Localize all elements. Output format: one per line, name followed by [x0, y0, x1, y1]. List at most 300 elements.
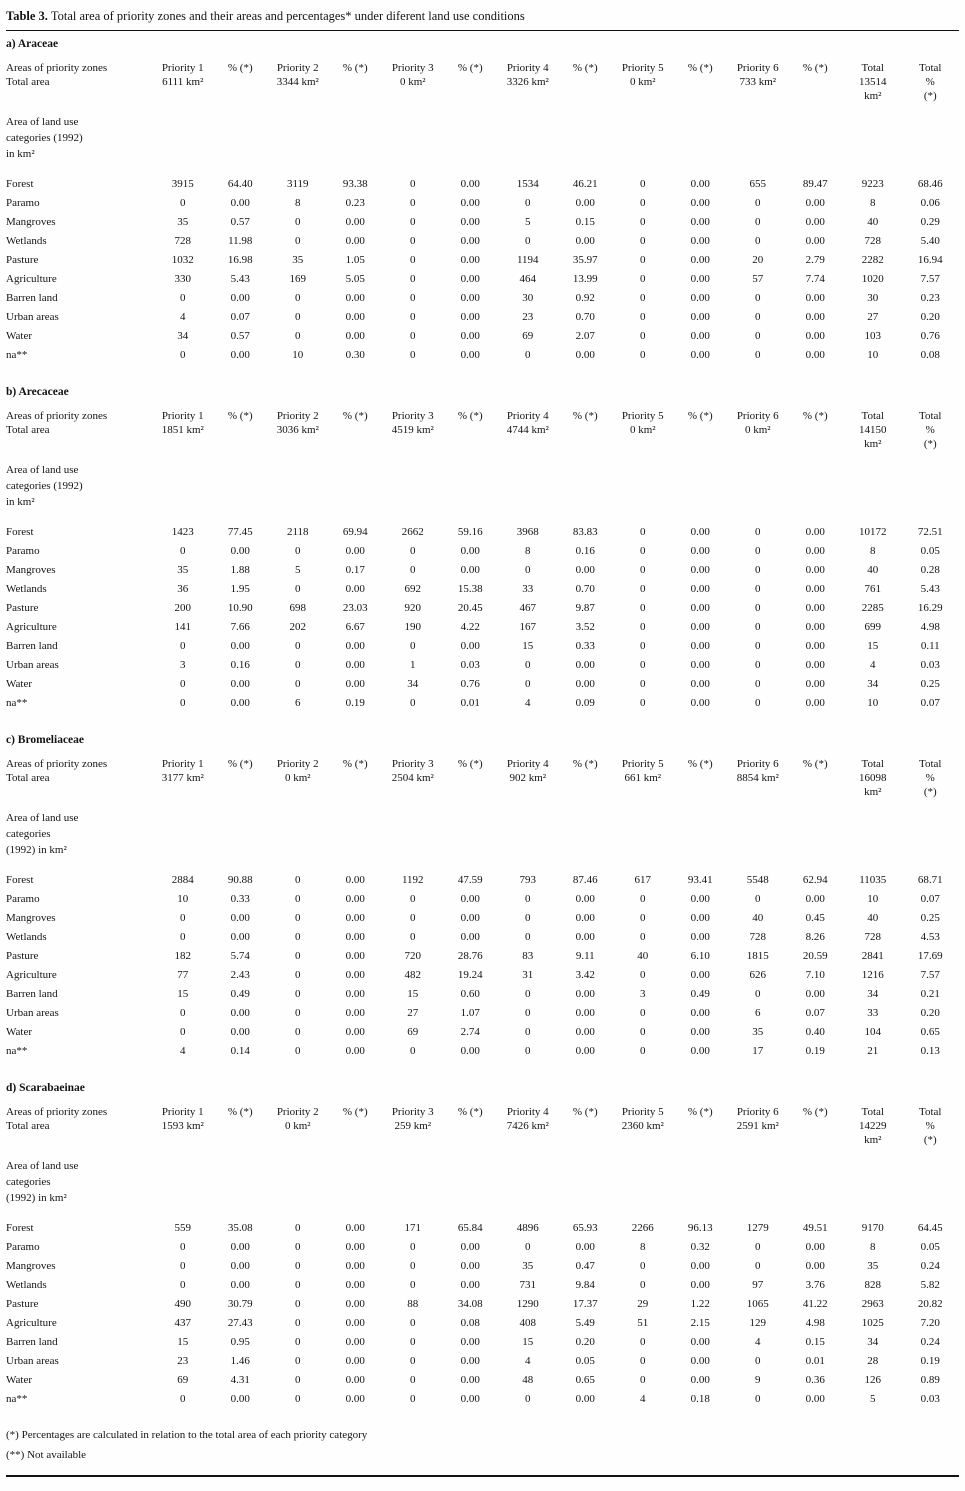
cell-value: 728	[749, 931, 766, 943]
land-use-row	[6, 1390, 959, 1409]
cell-value: 10	[867, 697, 879, 709]
cell-value: 0.00	[460, 1241, 480, 1253]
cell-value: 0	[180, 931, 186, 943]
col-header-total: Total 13514 km²	[859, 62, 887, 102]
cell-value: 4	[180, 311, 186, 323]
cell-value: 0	[295, 931, 301, 943]
col-header-priority: Priority 2 0 km²	[276, 1106, 319, 1132]
cell-value: 1290	[516, 1298, 539, 1310]
cell-value: 828	[864, 1279, 881, 1291]
cell-value: 1192	[401, 874, 424, 886]
cell-value: 34	[407, 678, 419, 690]
cell-value: 28.76	[457, 950, 483, 962]
land-use-row	[6, 909, 959, 928]
species-section	[6, 37, 959, 365]
col-header-pct: % (*)	[342, 1106, 368, 1118]
col-header-priority: Priority 1 6111 km²	[161, 62, 204, 88]
cell-value: 0.30	[345, 349, 365, 361]
cell-value: 5548	[746, 874, 769, 886]
cell-value: 51	[637, 1317, 649, 1329]
cell-value: 41.22	[802, 1298, 828, 1310]
cell-value: 0	[525, 564, 531, 576]
cell-value: 0	[640, 235, 646, 247]
cell-value: 0.57	[230, 216, 250, 228]
row-header-label: Areas of priority zones Total area	[6, 758, 108, 784]
cell-value: 482	[404, 969, 421, 981]
cell-value: 0.06	[920, 197, 940, 209]
cell-value: 40	[867, 216, 879, 228]
cell-value: 0.00	[230, 1260, 250, 1272]
cell-value: 0	[640, 349, 646, 361]
cell-value: 0.00	[460, 254, 480, 266]
cell-value: 0	[295, 640, 301, 652]
cell-value: 0.00	[575, 988, 595, 1000]
cell-value: 0.00	[230, 640, 250, 652]
priority-table	[6, 409, 959, 713]
cell-value: 0.11	[920, 640, 940, 652]
cell-value: 0.09	[575, 697, 595, 709]
cell-value: 1534	[516, 178, 539, 190]
row-label: Pasture	[6, 602, 39, 614]
cell-value: 0.00	[460, 235, 480, 247]
cell-value: 0.00	[345, 216, 365, 228]
cell-value: 0.00	[345, 1393, 365, 1405]
cell-value: 0.00	[805, 583, 825, 595]
cell-value: 0.00	[690, 1026, 710, 1038]
cell-value: 0.00	[460, 545, 480, 557]
cell-value: 47.59	[457, 874, 483, 886]
cell-value: 0	[410, 1241, 416, 1253]
cell-value: 69	[177, 1374, 189, 1386]
cell-value: 0.00	[690, 330, 710, 342]
cell-value: 0.00	[230, 1026, 250, 1038]
cell-value: 0.03	[920, 659, 940, 671]
cell-value: 0	[295, 1355, 301, 1367]
cell-value: 8	[870, 197, 876, 209]
land-use-row	[6, 232, 959, 251]
cell-value: 0.00	[690, 1374, 710, 1386]
cell-value: 1020	[861, 273, 884, 285]
cell-value: 0.00	[230, 697, 250, 709]
cell-value: 0	[180, 1026, 186, 1038]
cell-value: 0.00	[460, 349, 480, 361]
land-use-row	[6, 175, 959, 194]
cell-value: 1.07	[460, 1007, 480, 1019]
col-header-pct: % (*)	[687, 1106, 713, 1118]
species-section	[6, 1081, 959, 1409]
cell-value: 1815	[746, 950, 769, 962]
cell-value: 0.00	[805, 602, 825, 614]
cell-value: 0.00	[345, 1317, 365, 1329]
col-header-pct: % (*)	[457, 62, 483, 74]
cell-value: 2282	[861, 254, 884, 266]
col-header-priority: Priority 4 7426 km²	[506, 1106, 549, 1132]
land-use-row	[6, 327, 959, 346]
cell-value: 68.46	[917, 178, 943, 190]
land-use-row	[6, 1219, 959, 1238]
cell-value: 0.00	[690, 1355, 710, 1367]
cell-value: 13.99	[572, 273, 598, 285]
cell-value: 4896	[516, 1222, 539, 1234]
footnote-not-available: (**) Not available	[6, 1449, 87, 1461]
cell-value: 0.00	[575, 678, 595, 690]
col-header-priority: Priority 5 661 km²	[621, 758, 664, 784]
col-header-pct: % (*)	[687, 62, 713, 74]
cell-value: 10	[867, 893, 879, 905]
row-label: Urban areas	[6, 1355, 59, 1367]
cell-value: 40	[637, 950, 649, 962]
col-header-priority: Priority 3 4519 km²	[391, 410, 434, 436]
cell-value: 0	[640, 969, 646, 981]
cell-value: 200	[174, 602, 191, 614]
priority-table	[6, 1105, 959, 1409]
table-title-text: Total area of priority zones and their areas and percentages* under diferent land use conditions	[50, 9, 525, 23]
cell-value: 20	[752, 254, 764, 266]
cell-value: 0.00	[690, 640, 710, 652]
cell-value: 0	[410, 697, 416, 709]
cell-value: 0.00	[690, 545, 710, 557]
row-label: Paramo	[6, 893, 40, 905]
cell-value: 464	[519, 273, 536, 285]
cell-value: 0.00	[230, 678, 250, 690]
cell-value: 0.00	[690, 659, 710, 671]
cell-value: 0.00	[690, 602, 710, 614]
cell-value: 0.00	[345, 1026, 365, 1038]
cell-value: 0.00	[460, 1279, 480, 1291]
cell-value: 0.00	[805, 564, 825, 576]
cell-value: 0.08	[920, 349, 940, 361]
cell-value: 0	[640, 697, 646, 709]
row-label: Urban areas	[6, 311, 59, 323]
footnote-percentages: (*) Percentages are calculated in relation to the total area of each priority category	[6, 1429, 368, 1441]
land-use-row	[6, 947, 959, 966]
cell-value: 0	[640, 659, 646, 671]
cell-value: 0.00	[805, 1241, 825, 1253]
cell-value: 0	[755, 1241, 761, 1253]
cell-value: 0	[295, 1026, 301, 1038]
cell-value: 6	[295, 697, 301, 709]
cell-value: 83.83	[572, 526, 598, 538]
cell-value: 0.00	[460, 1374, 480, 1386]
cell-value: 0.00	[575, 1045, 595, 1057]
cell-value: 0.00	[230, 912, 250, 924]
cell-value: 4	[755, 1336, 761, 1348]
cell-value: 0.00	[460, 1260, 480, 1272]
land-use-row	[6, 890, 959, 909]
cell-value: 0.00	[460, 292, 480, 304]
land-use-row	[6, 523, 959, 542]
cell-value: 0.00	[690, 292, 710, 304]
cell-value: 0.00	[690, 697, 710, 709]
cell-value: 0.16	[575, 545, 595, 557]
cell-value: 8	[295, 197, 301, 209]
land-use-note-row	[6, 810, 959, 858]
cell-value: 0	[295, 1222, 301, 1234]
cell-value: 0.23	[345, 197, 365, 209]
cell-value: 0	[410, 1393, 416, 1405]
land-use-row	[6, 675, 959, 694]
row-label: Wetlands	[6, 235, 47, 247]
cell-value: 104	[864, 1026, 881, 1038]
cell-value: 0.00	[345, 678, 365, 690]
cell-value: 7.57	[920, 969, 940, 981]
cell-value: 0.00	[460, 931, 480, 943]
cell-value: 88	[407, 1298, 419, 1310]
row-label: Agriculture	[6, 1317, 57, 1329]
row-label: Agriculture	[6, 969, 57, 981]
cell-value: 34	[867, 988, 879, 1000]
col-header-pct: % (*)	[342, 410, 368, 422]
cell-value: 0	[410, 1317, 416, 1329]
cell-value: 34	[867, 678, 879, 690]
cell-value: 202	[289, 621, 306, 633]
cell-value: 330	[174, 273, 191, 285]
cell-value: 0	[410, 912, 416, 924]
cell-value: 5.74	[230, 950, 250, 962]
cell-value: 0	[640, 273, 646, 285]
cell-value: 0.00	[690, 1260, 710, 1272]
col-header-priority: Priority 2 3036 km²	[276, 410, 319, 436]
cell-value: 0.08	[460, 1317, 480, 1329]
cell-value: 0	[180, 1279, 186, 1291]
cell-value: 0	[180, 197, 186, 209]
col-header-pct: % (*)	[572, 62, 598, 74]
cell-value: 0	[295, 1298, 301, 1310]
land-use-row	[6, 1352, 959, 1371]
cell-value: 93.41	[687, 874, 713, 886]
land-use-row	[6, 1295, 959, 1314]
cell-value: 83	[522, 950, 534, 962]
row-label: Pasture	[6, 1298, 39, 1310]
cell-value: 0.00	[805, 678, 825, 690]
cell-value: 0.00	[345, 1374, 365, 1386]
cell-value: 0	[295, 292, 301, 304]
col-header-pct: % (*)	[227, 410, 253, 422]
cell-value: 2884	[171, 874, 194, 886]
cell-value: 27	[407, 1007, 419, 1019]
cell-value: 4	[640, 1393, 646, 1405]
cell-value: 0.00	[575, 197, 595, 209]
section-heading: a) Araceae	[6, 38, 59, 50]
cell-value: 20.45	[457, 602, 483, 614]
cell-value: 30.79	[227, 1298, 253, 1310]
cell-value: 0	[295, 1007, 301, 1019]
cell-value: 0.00	[460, 564, 480, 576]
cell-value: 27	[867, 311, 879, 323]
cell-value: 65.84	[457, 1222, 483, 1234]
cell-value: 4.98	[920, 621, 940, 633]
cell-value: 169	[289, 273, 306, 285]
cell-value: 0.00	[690, 1045, 710, 1057]
cell-value: 15	[522, 1336, 534, 1348]
land-use-row	[6, 618, 959, 637]
cell-value: 0	[410, 640, 416, 652]
top-rule	[6, 30, 959, 31]
cell-value: 0.00	[345, 235, 365, 247]
land-use-note: Area of land use categories (1992) in km²	[6, 1160, 79, 1204]
cell-value: 103	[864, 330, 881, 342]
col-header-priority: Priority 6 0 km²	[736, 410, 779, 436]
column-header-row	[6, 409, 959, 451]
cell-value: 0.00	[575, 912, 595, 924]
cell-value: 0.00	[575, 893, 595, 905]
cell-value: 0.89	[920, 1374, 940, 1386]
cell-value: 4	[525, 1355, 531, 1367]
cell-value: 0.23	[920, 292, 940, 304]
land-use-row	[6, 637, 959, 656]
cell-value: 15	[407, 988, 419, 1000]
cell-value: 1216	[861, 969, 884, 981]
col-header-total: Total 16098 km²	[859, 758, 887, 798]
row-label: Water	[6, 1374, 32, 1386]
cell-value: 0.70	[575, 583, 595, 595]
cell-value: 3915	[171, 178, 194, 190]
cell-value: 0.00	[575, 564, 595, 576]
cell-value: 0.13	[920, 1045, 940, 1057]
cell-value: 0.33	[575, 640, 595, 652]
cell-value: 0	[180, 678, 186, 690]
cell-value: 0	[640, 178, 646, 190]
land-use-row	[6, 561, 959, 580]
cell-value: 0	[755, 678, 761, 690]
cell-value: 0.00	[690, 893, 710, 905]
cell-value: 0	[295, 235, 301, 247]
land-use-row	[6, 656, 959, 675]
cell-value: 4.98	[805, 1317, 825, 1329]
cell-value: 0.20	[920, 1007, 940, 1019]
cell-value: 23.03	[342, 602, 368, 614]
cell-value: 2963	[861, 1298, 884, 1310]
cell-value: 33	[867, 1007, 879, 1019]
cell-value: 0.19	[805, 1045, 825, 1057]
cell-value: 3.76	[805, 1279, 825, 1291]
cell-value: 0	[180, 912, 186, 924]
row-header-label: Areas of priority zones Total area	[6, 62, 108, 88]
col-header-priority: Priority 1 1851 km²	[161, 410, 204, 436]
cell-value: 0.24	[920, 1336, 940, 1348]
cell-value: 7.74	[805, 273, 825, 285]
cell-value: 96.13	[687, 1222, 713, 1234]
row-label: Agriculture	[6, 621, 57, 633]
cell-value: 5.05	[345, 273, 365, 285]
cell-value: 0	[295, 1045, 301, 1057]
cell-value: 0	[295, 912, 301, 924]
species-section	[6, 733, 959, 1061]
cell-value: 0	[755, 564, 761, 576]
cell-value: 77.45	[227, 526, 253, 538]
col-header-priority: Priority 2 3344 km²	[276, 62, 319, 88]
cell-value: 2266	[631, 1222, 654, 1234]
row-label: Mangroves	[6, 564, 56, 576]
cell-value: 0	[640, 912, 646, 924]
cell-value: 0.07	[920, 893, 940, 905]
cell-value: 0.00	[690, 564, 710, 576]
cell-value: 0	[295, 874, 301, 886]
cell-value: 34	[867, 1336, 879, 1348]
cell-value: 15	[867, 640, 879, 652]
cell-value: 0.00	[460, 1336, 480, 1348]
cell-value: 2.74	[460, 1026, 480, 1038]
cell-value: 0.00	[575, 1026, 595, 1038]
cell-value: 0	[410, 1374, 416, 1386]
cell-value: 0.00	[230, 931, 250, 943]
cell-value: 0.00	[345, 950, 365, 962]
cell-value: 69.94	[342, 526, 368, 538]
cell-value: 467	[519, 602, 536, 614]
cell-value: 2662	[401, 526, 424, 538]
cell-value: 0.00	[805, 640, 825, 652]
row-label: Urban areas	[6, 1007, 59, 1019]
cell-value: 0.03	[460, 659, 480, 671]
cell-value: 0.00	[690, 678, 710, 690]
cell-value: 35	[522, 1260, 534, 1272]
cell-value: 1032	[171, 254, 194, 266]
cell-value: 1194	[516, 254, 539, 266]
land-use-row	[6, 1042, 959, 1061]
cell-value: 6.10	[690, 950, 710, 962]
priority-table	[6, 61, 959, 365]
cell-value: 0.00	[575, 1007, 595, 1019]
land-use-row	[6, 1238, 959, 1257]
cell-value: 2285	[861, 602, 884, 614]
cell-value: 0.49	[230, 988, 250, 1000]
cell-value: 0	[755, 893, 761, 905]
cell-value: 0	[295, 893, 301, 905]
cell-value: 0.00	[230, 1007, 250, 1019]
col-header-priority: Priority 2 0 km²	[276, 758, 319, 784]
cell-value: 3.52	[575, 621, 595, 633]
cell-value: 0.00	[345, 1279, 365, 1291]
cell-value: 692	[404, 583, 421, 595]
cell-value: 5.43	[920, 583, 940, 595]
row-label: Barren land	[6, 1336, 58, 1348]
cell-value: 1025	[861, 1317, 884, 1329]
cell-value: 0.00	[690, 621, 710, 633]
cell-value: 8	[640, 1241, 646, 1253]
species-section	[6, 385, 959, 713]
cell-value: 0.00	[805, 330, 825, 342]
cell-value: 2.07	[575, 330, 595, 342]
cell-value: 0	[755, 988, 761, 1000]
priority-table	[6, 757, 959, 1061]
cell-value: 9223	[861, 178, 884, 190]
row-label: Barren land	[6, 292, 58, 304]
cell-value: 48	[522, 1374, 534, 1386]
cell-value: 0.00	[345, 1222, 365, 1234]
cell-value: 490	[174, 1298, 191, 1310]
cell-value: 7.10	[805, 969, 825, 981]
cell-value: 0	[640, 254, 646, 266]
cell-value: 97	[752, 1279, 764, 1291]
cell-value: 0.00	[230, 1279, 250, 1291]
cell-value: 35.08	[227, 1222, 253, 1234]
cell-value: 0.00	[690, 583, 710, 595]
cell-value: 35	[292, 254, 304, 266]
cell-value: 0.00	[805, 235, 825, 247]
cell-value: 0	[755, 1260, 761, 1272]
cell-value: 3	[640, 988, 646, 1000]
cell-value: 0.00	[805, 893, 825, 905]
row-label: Water	[6, 678, 32, 690]
cell-value: 28	[867, 1355, 879, 1367]
cell-value: 59.16	[457, 526, 483, 538]
cell-value: 0.00	[690, 254, 710, 266]
cell-value: 0.00	[575, 659, 595, 671]
row-header-label: Areas of priority zones Total area	[6, 1106, 108, 1132]
cell-value: 0	[295, 1260, 301, 1272]
cell-value: 0	[640, 602, 646, 614]
cell-value: 0.15	[575, 216, 595, 228]
